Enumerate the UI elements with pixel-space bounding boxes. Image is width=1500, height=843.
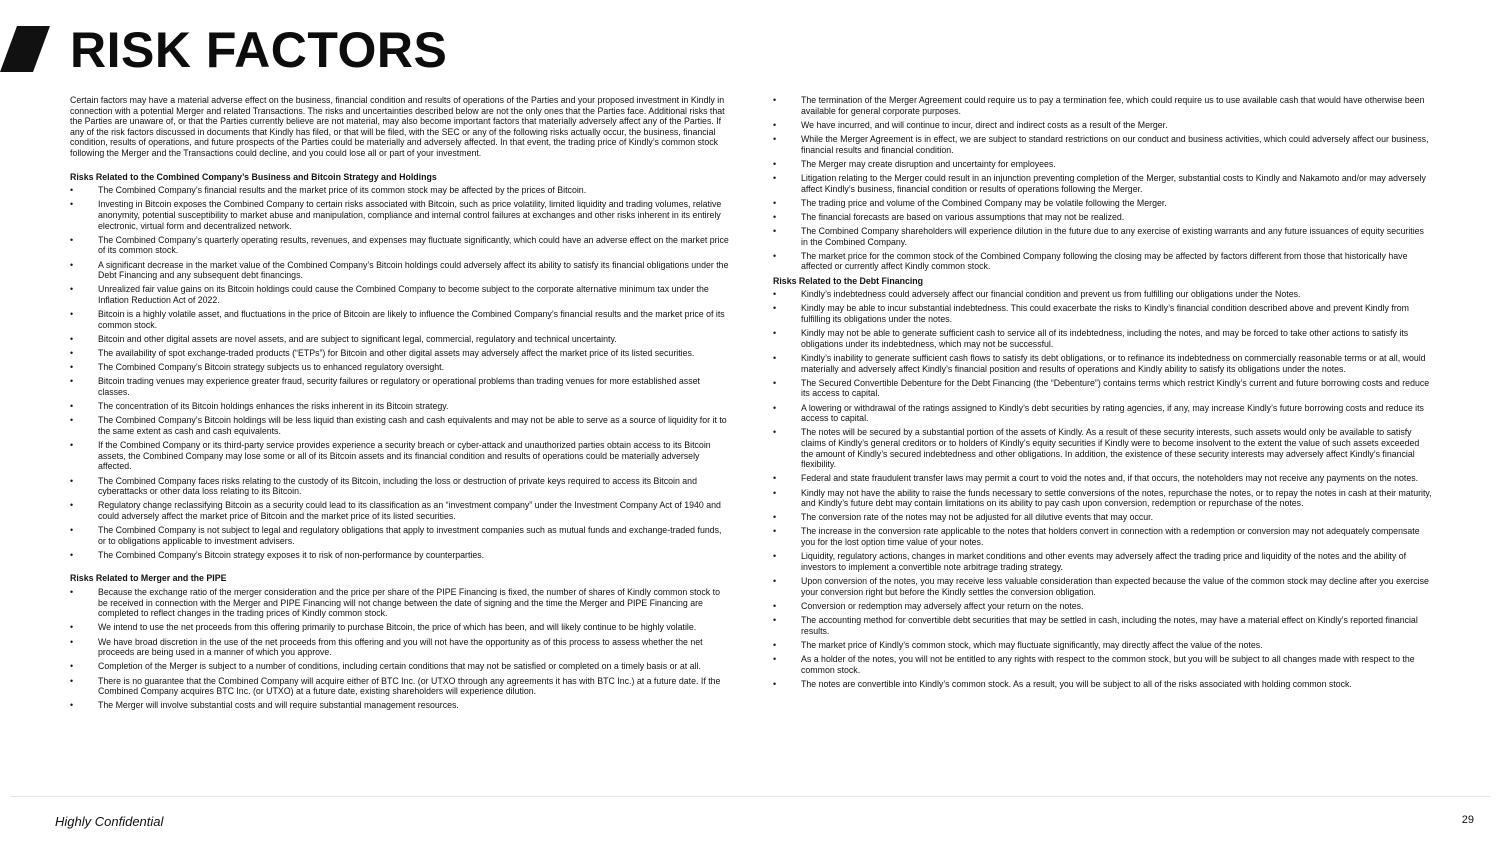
risk-item: • Kindly’s indebtedness could adversely affect our financial condition and prevent us from fulfilling our obligations under the Notes. [773, 289, 1433, 300]
risk-item: • The Combined Company’s Bitcoin holdings will be less liquid than existing cash and cash equivalents and may not be able to serve as a source of liquidity for it to the same extent as cash and cash equivalents. [70, 415, 730, 436]
risk-item: • Kindly may be able to incur substantial indebtedness. This could exacerbate the risks to Kindly’s financial condition described above and prevent Kindly from fulfilling its obligations under the notes. [773, 303, 1433, 324]
risk-item: • The increase in the conversion rate applicable to the notes that holders convert in connection with a redemption or conversion may not adequately compensate you for the lost option time value of your notes. [773, 526, 1433, 547]
risk-item: • Kindly’s inability to generate sufficient cash flows to satisfy its debt obligations, or to refinance its indebtedness on commercially reasonable terms or at all, would materially and adversely affect Kindly’s financial position and results of operations and Kindly ability to satisfy its obligations under the notes. [773, 353, 1433, 374]
risk-item: • Federal and state fraudulent transfer laws may permit a court to void the notes and, if that occurs, the noteholders may not receive any payments on the notes. [773, 473, 1433, 484]
risk-item: • The Merger may create disruption and uncertainty for employees. [773, 159, 1433, 170]
risk-item: • There is no guarantee that the Combined Company will acquire either of BTC Inc. (or UTXO through any agreements it has with BTC Inc.) at a future date. If the Combined Company acquires BTC Inc. (or UTXO) at a future date, existing shareholders will experience dilution. [70, 676, 730, 697]
section-heading: Risks Related to the Combined Company’s Business and Bitcoin Strategy and Holdings [70, 171, 437, 182]
risk-item: • Unrealized fair value gains on its Bitcoin holdings could cause the Combined Company to become subject to the corporate alternative minimum tax under the Inflation Reduction Act of 2022. [70, 284, 730, 305]
risk-item: • Completion of the Merger is subject to a number of conditions, including certain conditions that may not be satisfied or completed on a timely basis or at all. [70, 661, 730, 672]
risk-item: • A lowering or withdrawal of the ratings assigned to Kindly’s debt securities by rating agencies, if any, may increase Kindly’s future borrowing costs and reduce its access to capital. [773, 403, 1433, 424]
risk-item: • The market price of Kindly’s common stock, which may fluctuate significantly, may directly affect the value of the notes. [773, 640, 1433, 651]
risk-item: • The Combined Company’s Bitcoin strategy subjects us to enhanced regulatory oversight. [70, 362, 730, 373]
risk-item: • The market price for the common stock of the Combined Company following the closing may be affected by factors different from those that historically have affected or currently affect Kindly common stock. [773, 251, 1433, 272]
risk-item: • Bitcoin trading venues may experience greater fraud, security failures or regulatory or operational problems than trading venues for more established asset classes. [70, 376, 730, 397]
risk-item: • As a holder of the notes, you will not be entitled to any rights with respect to the common stock, but you will be subject to all changes made with respect to the common stock. [773, 654, 1433, 675]
risk-item: • Upon conversion of the notes, you may receive less valuable consideration than expected because the value of the common stock may decline after you exercise your conversion right but before the Kindly settles the conversion obligation. [773, 576, 1433, 597]
right-column [773, 95, 1433, 693]
risk-item: • The Combined Company is not subject to legal and regulatory obligations that apply to investment companies such as mutual funds and exchange-traded funds, or to obligations applicable to investment advisers. [70, 525, 730, 546]
risk-item: • The availability of spot exchange-traded products (“ETPs”) for Bitcoin and other digital assets may adversely affect the market price of its listed securities. [70, 348, 730, 359]
left-column [70, 95, 730, 715]
risk-item: • The conversion rate of the notes may not be adjusted for all dilutive events that may occur. [773, 512, 1433, 523]
risk-list [773, 95, 1433, 272]
risk-item: • If the Combined Company or its third-party service provides experience a security breach or cyber-attack and unauthorized parties obtain access to its Bitcoin assets, the Combined Company may lose some or all of its Bitcoin assets and its financial condition and results of operations could be materially adversely affected. [70, 440, 730, 472]
section-bitcoin [70, 172, 730, 561]
page-number: 29 [1461, 814, 1474, 826]
confidentiality-label: Highly Confidential [55, 814, 164, 829]
risk-item: • The notes are convertible into Kindly’s common stock. As a result, you will be subject to all of the risks associated with holding common stock. [773, 679, 1433, 690]
risk-list [773, 289, 1433, 689]
risk-item: • Bitcoin and other digital assets are novel assets, and are subject to significant legal, commercial, regulatory and technical uncertainty. [70, 334, 730, 345]
risk-item: • The concentration of its Bitcoin holdings enhances the risks inherent in its Bitcoin strategy. [70, 401, 730, 412]
risk-item: • Regulatory change reclassifying Bitcoin as a security could lead to its classification as an “investment company” under the Investment Company Act of 1940 and could adversely affect the market price of Bitcoin and the market price of its listed securities. [70, 500, 730, 521]
section-merger [70, 573, 730, 711]
risk-item: • The Combined Company’s financial results and the market price of its common stock may be affected by the prices of Bitcoin. [70, 185, 730, 196]
risk-item: • The Secured Convertible Debenture for the Debt Financing (the “Debenture”) contains terms which restrict Kindly’s current and future borrowing costs and reduce its access to capital. [773, 378, 1433, 399]
risk-item: • The Combined Company’s Bitcoin strategy exposes it to risk of non-performance by counterparties. [70, 550, 730, 561]
footer-divider [10, 796, 1490, 797]
risk-item: • The Combined Company shareholders will experience dilution in the future due to any exercise of existing warrants and any future issuances of equity securities in the Combined Company. [773, 226, 1433, 247]
page-title: RISK FACTORS [70, 22, 448, 78]
risk-item: • While the Merger Agreement is in effect, we are subject to standard restrictions on our conduct and business activities, which could adversely affect our business, financial results and financial condition. [773, 134, 1433, 155]
section-heading: Risks Related to Merger and the PIPE [70, 573, 227, 584]
risk-item: • The notes will be secured by a substantial portion of the assets of Kindly. As a result of these security interests, such assets would only be available to satisfy claims of Kindly’s general creditors or to holders of Kindly’s equity securities if Kindly were to become insolvent to the extent the value of such assets exceeded the amount of Kindly’s secured indebtedness and other obligations. In addition, the existence of these security interests may adversely affect Kindly’s financial flexibility. [773, 427, 1433, 469]
risk-item: • The financial forecasts are based on various assumptions that may not be realized. [773, 212, 1433, 223]
risk-item: • Conversion or redemption may adversely affect your return on the notes. [773, 601, 1433, 612]
risk-item: • The Combined Company’s quarterly operating results, revenues, and expenses may fluctuate significantly, which could have an adverse effect on the market price of its common stock. [70, 235, 730, 256]
intro-paragraph: Certain factors may have a material adverse effect on the business, financial condition and results of operations of the Parties and your proposed investment in Kindly in connection with a potential Merger and related Transactions. The risks and uncertainties described below are not the only ones that the Parties face. Additional risks that the Parties are unaware of, or that the Parties currently believe are not material, may also become important factors that materially adversely affect any of the Parties. If any of the risk factors discussed in documents that Kindly has filed, or that will be filed, with the SEC or any of the following risks actually occur, the business, financial condition, results of operations, and future prospects of the Parties could be materially and adversely affected. In that event, the trading price of Kindly’s common stock following the Merger and the Transactions could decline, and you could lose all or part of your investment. [70, 95, 725, 158]
risk-item: • Liquidity, regulatory actions, changes in market conditions and other events may adversely affect the trading price and liquidity of the notes and the ability of investors to implement a convertible note arbitrage trading strategy. [773, 551, 1433, 572]
risk-item: • Litigation relating to the Merger could result in an injunction preventing completion of the Merger, substantial costs to Kindly and Nakamoto and/or may adversely affect Kindly’s business, financial condition or results of operations following the Merger. [773, 173, 1433, 194]
section-debt [773, 276, 1433, 690]
title-accent-shape [0, 26, 50, 72]
risk-item: • Because the exchange ratio of the merger consideration and the price per share of the PIPE Financing is fixed, the number of shares of Kindly common stock to be received in connection with the Merger and PIPE Financing will not change between the date of signing and the time the Merger and PIPE Financing are completed to reflect changes in the trading prices of Kindly common stock. [70, 587, 730, 619]
risk-item: • Kindly may not be able to generate sufficient cash to service all of its indebtedness, including the notes, and may be forced to take other actions to satisfy its obligations under its indebtedness, which may not be successful. [773, 328, 1433, 349]
risk-item: • Investing in Bitcoin exposes the Combined Company to certain risks associated with Bitcoin, such as price volatility, limited liquidity and trading volumes, relative anonymity, potential susceptibility to market abuse and manipulation, compliance and internal control failures at exchanges and other risks inherent in its entirely electronic, virtual form and decentralized network. [70, 199, 730, 231]
risk-item: • We have incurred, and will continue to incur, direct and indirect costs as a result of the Merger. [773, 120, 1433, 131]
risk-item: • Kindly may not have the ability to raise the funds necessary to settle conversions of the notes, repurchase the notes, or to repay the notes in cash at their maturity, and Kindly’s future debt may contain limitations on its ability to pay cash upon conversion, redemption or repurchase of the notes. [773, 488, 1433, 509]
risk-item: • The termination of the Merger Agreement could require us to pay a termination fee, which could require us to use available cash that would have otherwise been available for general corporate purposes. [773, 95, 1433, 116]
risk-item: • We intend to use the net proceeds from this offering primarily to purchase Bitcoin, the price of which has been, and will likely continue to be highly volatile. [70, 622, 730, 633]
risk-item: • Bitcoin is a highly volatile asset, and fluctuations in the price of Bitcoin are likely to influence the Combined Company’s financial results and the market price of its common stock. [70, 309, 730, 330]
section-merger-continued [773, 95, 1433, 272]
risk-list [70, 587, 730, 711]
risk-item: • We have broad discretion in the use of the net proceeds from this offering and you will not have the opportunity as of this process to assess whether the net proceeds are being used in a manner of which you approve. [70, 637, 730, 658]
risk-item: • The accounting method for convertible debt securities that may be settled in cash, including the notes, may have a material effect on Kindly’s reported financial results. [773, 615, 1433, 636]
risk-item: • The trading price and volume of the Combined Company may be volatile following the Merger. [773, 198, 1433, 209]
risk-item: • The Merger will involve substantial costs and will require substantial management resources. [70, 700, 730, 711]
risk-item: • The Combined Company faces risks relating to the custody of its Bitcoin, including the loss or destruction of private keys required to access its Bitcoin and cyberattacks or other data loss relating to its Bitcoin. [70, 476, 730, 497]
risk-item: • A significant decrease in the market value of the Combined Company’s Bitcoin holdings could adversely affect its ability to satisfy its financial obligations under the Debt Financing and any subsequent debt financings. [70, 260, 730, 281]
section-heading: Risks Related to the Debt Financing [773, 275, 924, 286]
risk-list [70, 185, 730, 560]
